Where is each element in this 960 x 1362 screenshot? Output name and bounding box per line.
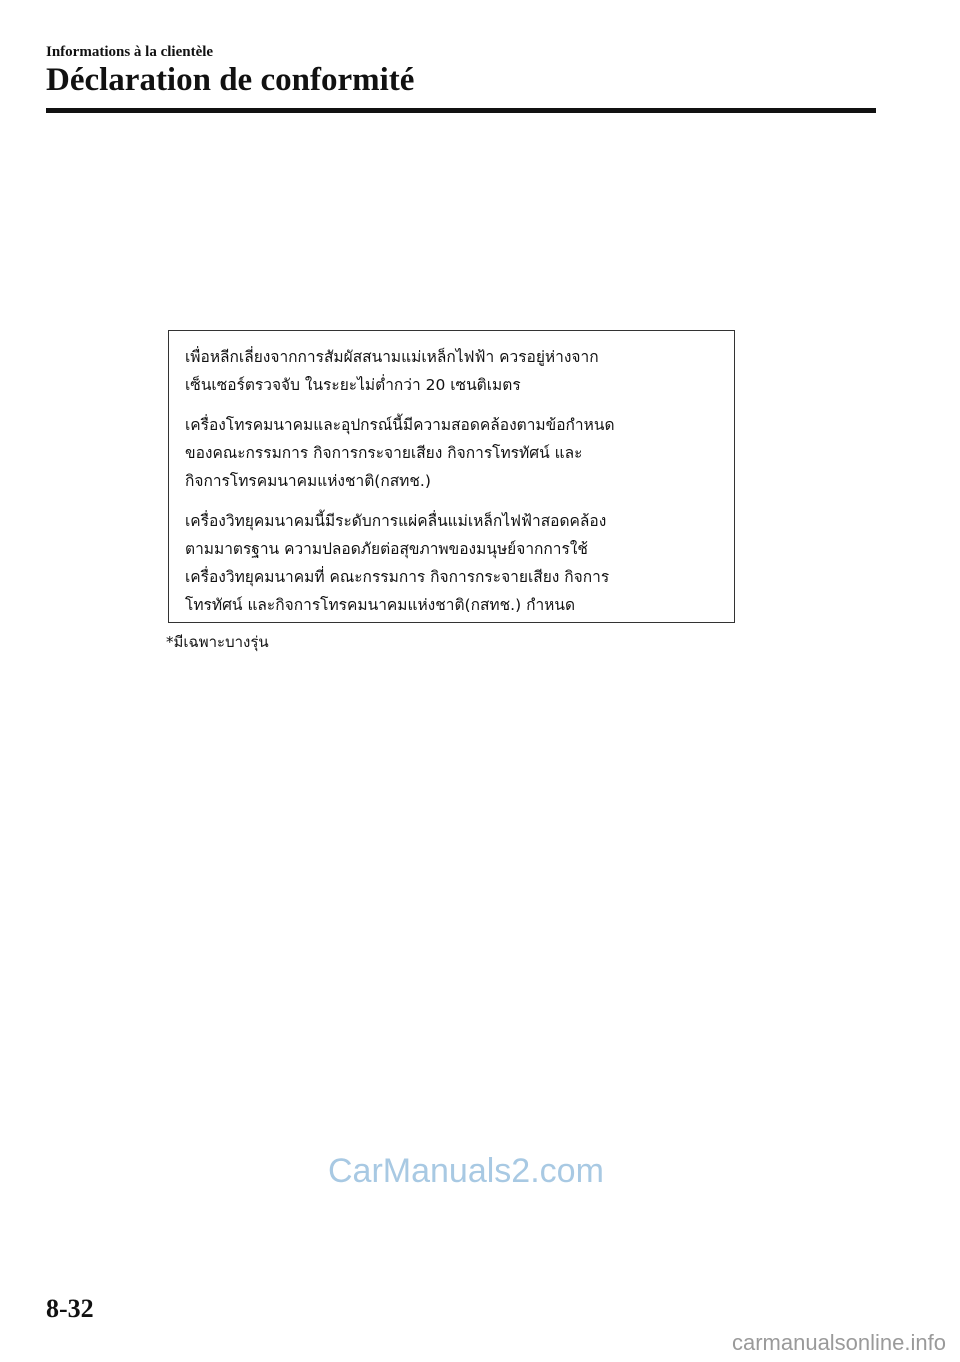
notice-line: โทรทัศน์ และกิจการโทรคมนาคมแห่งชาติ(กสทช.) กำหนด: [185, 596, 576, 614]
notice-line: เครื่องโทรคมนาคมและอุปกรณ์นี้มีความสอดคล้องตามข้อกำหนด: [185, 416, 615, 434]
notice-paragraph-3: [185, 507, 724, 619]
title-rule: [46, 108, 876, 113]
notice-line: เครื่องวิทยุคมนาคมที่ คณะกรรมการ กิจการกระจายเสียง กิจการ: [185, 568, 610, 586]
notice-line: เพื่อหลีกเลี่ยงจากการสัมผัสสนามแม่เหล็กไฟฟ้า ควรอยู่ห่างจาก: [185, 348, 599, 366]
thai-notice-box: [168, 330, 735, 623]
notice-paragraph-1: [185, 343, 724, 399]
section-label: Informations à la clientèle: [46, 44, 214, 60]
notice-line: ของคณะกรรมการ กิจการกระจายเสียง กิจการโทรทัศน์ และ: [185, 444, 583, 462]
watermark-logo: CarManuals2.com: [328, 1152, 604, 1190]
notice-line: กิจการโทรคมนาคมแห่งชาติ(กสทช.): [185, 472, 431, 490]
notice-line: ตามมาตรฐาน ความปลอดภัยต่อสุขภาพของมนุษย์จากการใช้: [185, 540, 588, 558]
notice-line: เครื่องวิทยุคมนาคมนี้มีระดับการแผ่คลื่นแม่เหล็กไฟฟ้าสอดคล้อง: [185, 512, 607, 530]
notice-line: เซ็นเซอร์ตรวจจับ ในระยะไม่ต่ำกว่า 20 เซนติเมตร: [185, 376, 521, 394]
notice-paragraph-2: [185, 411, 724, 495]
page-number: 8-32: [46, 1294, 94, 1323]
page-title: Déclaration de conformité: [46, 62, 415, 98]
footnote: *มีเฉพาะบางรุ่น: [166, 633, 269, 651]
footer-watermark: carmanualsonline.info: [731, 1330, 946, 1355]
